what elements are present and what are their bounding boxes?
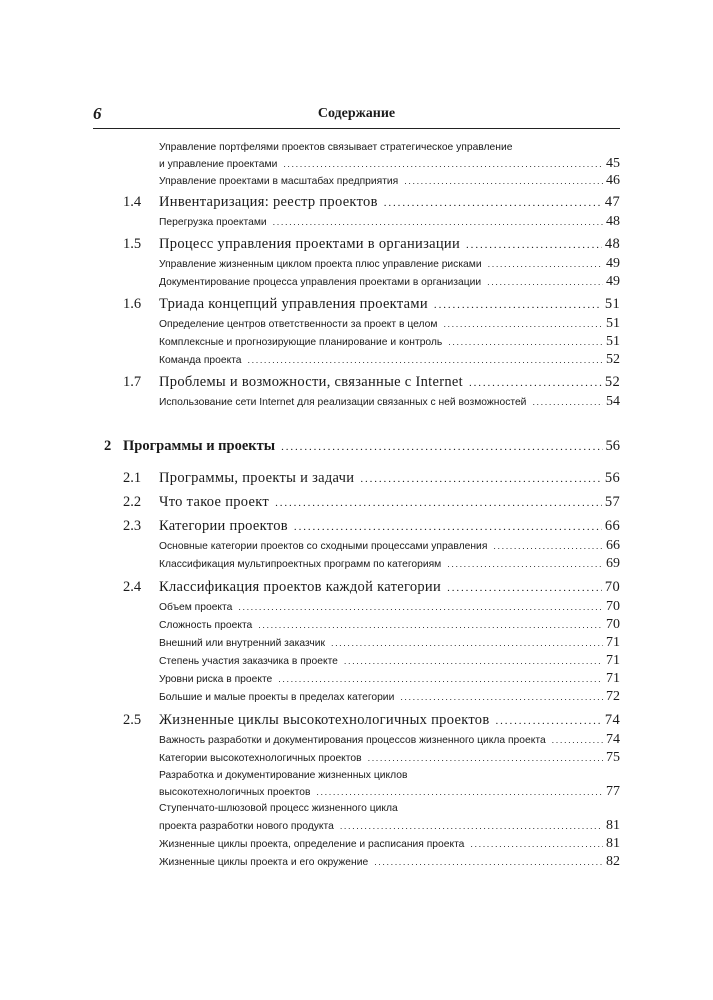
leader-dots bbox=[258, 620, 603, 630]
section-number: 2.5 bbox=[123, 712, 142, 728]
toc-section-title: Процесс управления проектами в организации bbox=[159, 236, 461, 252]
toc-page-number: 77 bbox=[606, 784, 620, 799]
toc-page-number: 70 bbox=[606, 617, 620, 632]
leader-dots bbox=[552, 735, 603, 745]
section-number: 1.5 bbox=[123, 236, 142, 252]
toc-section bbox=[159, 712, 620, 729]
toc-entry-title: Категории высокотехнологичных проектов bbox=[159, 753, 362, 764]
toc-entry-title: проекта разработки нового продукта bbox=[159, 821, 334, 832]
toc-entry bbox=[159, 274, 620, 290]
toc-section-title: Программы, проекты и задачи bbox=[159, 470, 355, 486]
toc-entry bbox=[159, 538, 620, 554]
section-number: 1.6 bbox=[123, 296, 142, 312]
leader-dots bbox=[434, 299, 602, 311]
toc-section-title: Инвентаризация: реестр проектов bbox=[159, 194, 378, 210]
toc-page-number: 82 bbox=[606, 854, 620, 869]
toc-page-number: 56 bbox=[605, 438, 620, 454]
toc-page-number: 51 bbox=[604, 296, 620, 312]
toc-page-number: 54 bbox=[606, 394, 620, 409]
leader-dots bbox=[487, 277, 603, 287]
leader-dots bbox=[404, 176, 603, 186]
leader-dots bbox=[493, 541, 603, 551]
leader-dots bbox=[340, 821, 603, 831]
toc-page-number: 45 bbox=[606, 156, 620, 171]
leader-dots bbox=[316, 787, 603, 797]
toc-entry-title: Жизненные циклы проекта и его окружение bbox=[159, 857, 369, 868]
section-number: 2.4 bbox=[123, 579, 142, 595]
leader-dots bbox=[469, 377, 602, 389]
toc-entry-line: Разработка и документирование жизненных циклов bbox=[159, 770, 408, 781]
toc-page-number: 56 bbox=[604, 470, 620, 486]
toc-page-number: 70 bbox=[604, 579, 620, 595]
chapter-number: 2 bbox=[104, 438, 112, 454]
toc-section bbox=[159, 296, 620, 313]
toc-entry bbox=[159, 750, 620, 766]
toc-entry bbox=[159, 836, 620, 852]
toc-entry bbox=[159, 394, 620, 410]
leader-dots bbox=[273, 217, 603, 227]
toc-entry bbox=[159, 556, 620, 572]
toc-entry bbox=[159, 173, 620, 189]
toc-chapter bbox=[123, 438, 620, 455]
toc-entry-title: Комплексные и прогнозирующие планирование и контроль bbox=[159, 337, 443, 348]
toc-entry bbox=[159, 854, 620, 870]
toc-section-title: Категории проектов bbox=[159, 518, 288, 534]
leader-dots bbox=[238, 602, 603, 612]
toc-section bbox=[159, 374, 620, 391]
toc-page-number: 66 bbox=[604, 518, 620, 534]
toc-entry bbox=[159, 635, 620, 651]
toc-entry-title: Важность разработки и документирования процессов жизненного цикла проекта bbox=[159, 735, 546, 746]
toc-section bbox=[159, 518, 620, 535]
leader-dots bbox=[443, 319, 603, 329]
toc-section-title: Проблемы и возможности, связанные с Internet bbox=[159, 374, 463, 390]
toc-entry bbox=[159, 689, 620, 705]
toc-section bbox=[159, 579, 620, 596]
leader-dots bbox=[344, 656, 603, 666]
page-number: 6 bbox=[93, 104, 102, 123]
toc-page-number: 46 bbox=[606, 173, 620, 188]
toc-page-number: 72 bbox=[606, 689, 620, 704]
leader-dots bbox=[331, 638, 603, 648]
toc-page-number: 48 bbox=[606, 214, 620, 229]
toc-page-number: 49 bbox=[606, 256, 620, 271]
leader-dots bbox=[248, 355, 603, 365]
toc-entry-title: Объем проекта bbox=[159, 602, 233, 613]
toc-section bbox=[159, 494, 620, 511]
toc-entry-title: Внешний или внутренний заказчик bbox=[159, 638, 325, 649]
section-number: 2.3 bbox=[123, 518, 142, 534]
toc-page-number: 70 bbox=[606, 599, 620, 614]
toc-entry bbox=[159, 599, 620, 615]
toc-page-number: 74 bbox=[604, 712, 620, 728]
toc-entry bbox=[159, 316, 620, 332]
toc-page-number: 48 bbox=[604, 236, 620, 252]
leader-dots bbox=[488, 259, 603, 269]
leader-dots bbox=[400, 692, 603, 702]
toc-page-number: 57 bbox=[604, 494, 620, 510]
toc-entry-title: Уровни риска в проекте bbox=[159, 674, 273, 685]
toc-entry-title: Определение центров ответственности за проект в целом bbox=[159, 319, 438, 330]
leader-dots bbox=[294, 521, 602, 533]
leader-dots bbox=[278, 674, 603, 684]
toc-entry bbox=[159, 214, 620, 230]
toc-entry-title: Сложность проекта bbox=[159, 620, 253, 631]
page-title: Содержание bbox=[317, 106, 396, 121]
toc-page-number: 71 bbox=[606, 653, 620, 668]
toc-section-title: Классификация проектов каждой категории bbox=[159, 579, 442, 595]
toc-entry bbox=[159, 671, 620, 687]
toc-page-number: 71 bbox=[606, 671, 620, 686]
toc-page-number: 51 bbox=[606, 316, 620, 331]
toc-entry bbox=[159, 256, 620, 272]
toc-entry-title: Управление жизненным циклом проекта плюс управление рисками bbox=[159, 259, 482, 270]
toc-entry bbox=[159, 334, 620, 350]
toc-section-title: Жизненные циклы высокотехнологичных проектов bbox=[159, 712, 490, 728]
leader-dots bbox=[384, 197, 602, 209]
toc-entry-title: Большие и малые проекты в пределах категории bbox=[159, 692, 395, 703]
toc-entry bbox=[159, 818, 620, 834]
leader-dots bbox=[283, 159, 603, 169]
toc-page-number: 51 bbox=[606, 334, 620, 349]
section-number: 1.7 bbox=[123, 374, 142, 390]
toc-entry-title: Команда проекта bbox=[159, 355, 242, 366]
leader-dots bbox=[448, 337, 603, 347]
leader-dots bbox=[470, 839, 603, 849]
toc-entry-line: Ступенчато-шлюзовой процесс жизненного цикла bbox=[159, 803, 398, 814]
toc-page-number: 66 bbox=[606, 538, 620, 553]
toc-page-number: 81 bbox=[606, 836, 620, 851]
toc-section bbox=[159, 236, 620, 253]
toc-page-number: 49 bbox=[606, 274, 620, 289]
toc-page-number: 75 bbox=[606, 750, 620, 765]
leader-dots bbox=[532, 397, 603, 407]
toc-entry-title: Использование сети Internet для реализации связанных с ней возможностей bbox=[159, 397, 527, 408]
leader-dots bbox=[447, 559, 603, 569]
toc-entry bbox=[159, 732, 620, 748]
section-number: 2.2 bbox=[123, 494, 142, 510]
leader-dots bbox=[466, 239, 602, 251]
toc-page-number: 74 bbox=[606, 732, 620, 747]
toc-section-title: Триада концепций управления проектами bbox=[159, 296, 428, 312]
toc-section bbox=[159, 470, 620, 487]
leader-dots bbox=[374, 857, 603, 867]
section-number: 1.4 bbox=[123, 194, 142, 210]
toc-entry-title: Управление проектами в масштабах предприятия bbox=[159, 176, 399, 187]
toc-page-number: 52 bbox=[606, 352, 620, 367]
toc-entry-title: Классификация мультипроектных программ по категориям bbox=[159, 559, 442, 570]
toc-page-number: 81 bbox=[606, 818, 620, 833]
toc-entry bbox=[159, 653, 620, 669]
toc-entry-title: и управление проектами bbox=[159, 159, 278, 170]
leader-dots bbox=[275, 497, 602, 509]
leader-dots bbox=[368, 753, 603, 763]
toc-chapter-title: Программы и проекты bbox=[123, 438, 276, 454]
toc-entry bbox=[159, 784, 620, 800]
leader-dots bbox=[360, 473, 602, 485]
toc-entry-title: высокотехнологичных проектов bbox=[159, 787, 311, 798]
toc-page-number: 52 bbox=[604, 374, 620, 390]
toc-section bbox=[159, 194, 620, 211]
toc-entry bbox=[159, 156, 620, 172]
toc-entry-title: Степень участия заказчика в проекте bbox=[159, 656, 338, 667]
leader-dots bbox=[496, 715, 602, 727]
toc-entry bbox=[159, 617, 620, 633]
toc-page-number: 47 bbox=[604, 194, 620, 210]
toc-page-number: 71 bbox=[606, 635, 620, 650]
toc-entry-line: Управление портфелями проектов связывает стратегическое управление bbox=[159, 142, 513, 153]
toc-entry-title: Жизненные циклы проекта, определение и расписания проекта bbox=[159, 839, 465, 850]
toc-entry-title: Основные категории проектов со сходными процессами управления bbox=[159, 541, 488, 552]
toc-entry-title: Перегрузка проектами bbox=[159, 217, 267, 228]
leader-dots bbox=[281, 441, 602, 453]
toc-page-number: 69 bbox=[606, 556, 620, 571]
toc-entry bbox=[159, 352, 620, 368]
toc-section-title: Что такое проект bbox=[159, 494, 270, 510]
section-number: 2.1 bbox=[123, 470, 142, 486]
toc-entry-title: Документирование процесса управления проектами в организации bbox=[159, 277, 482, 288]
leader-dots bbox=[447, 582, 602, 594]
